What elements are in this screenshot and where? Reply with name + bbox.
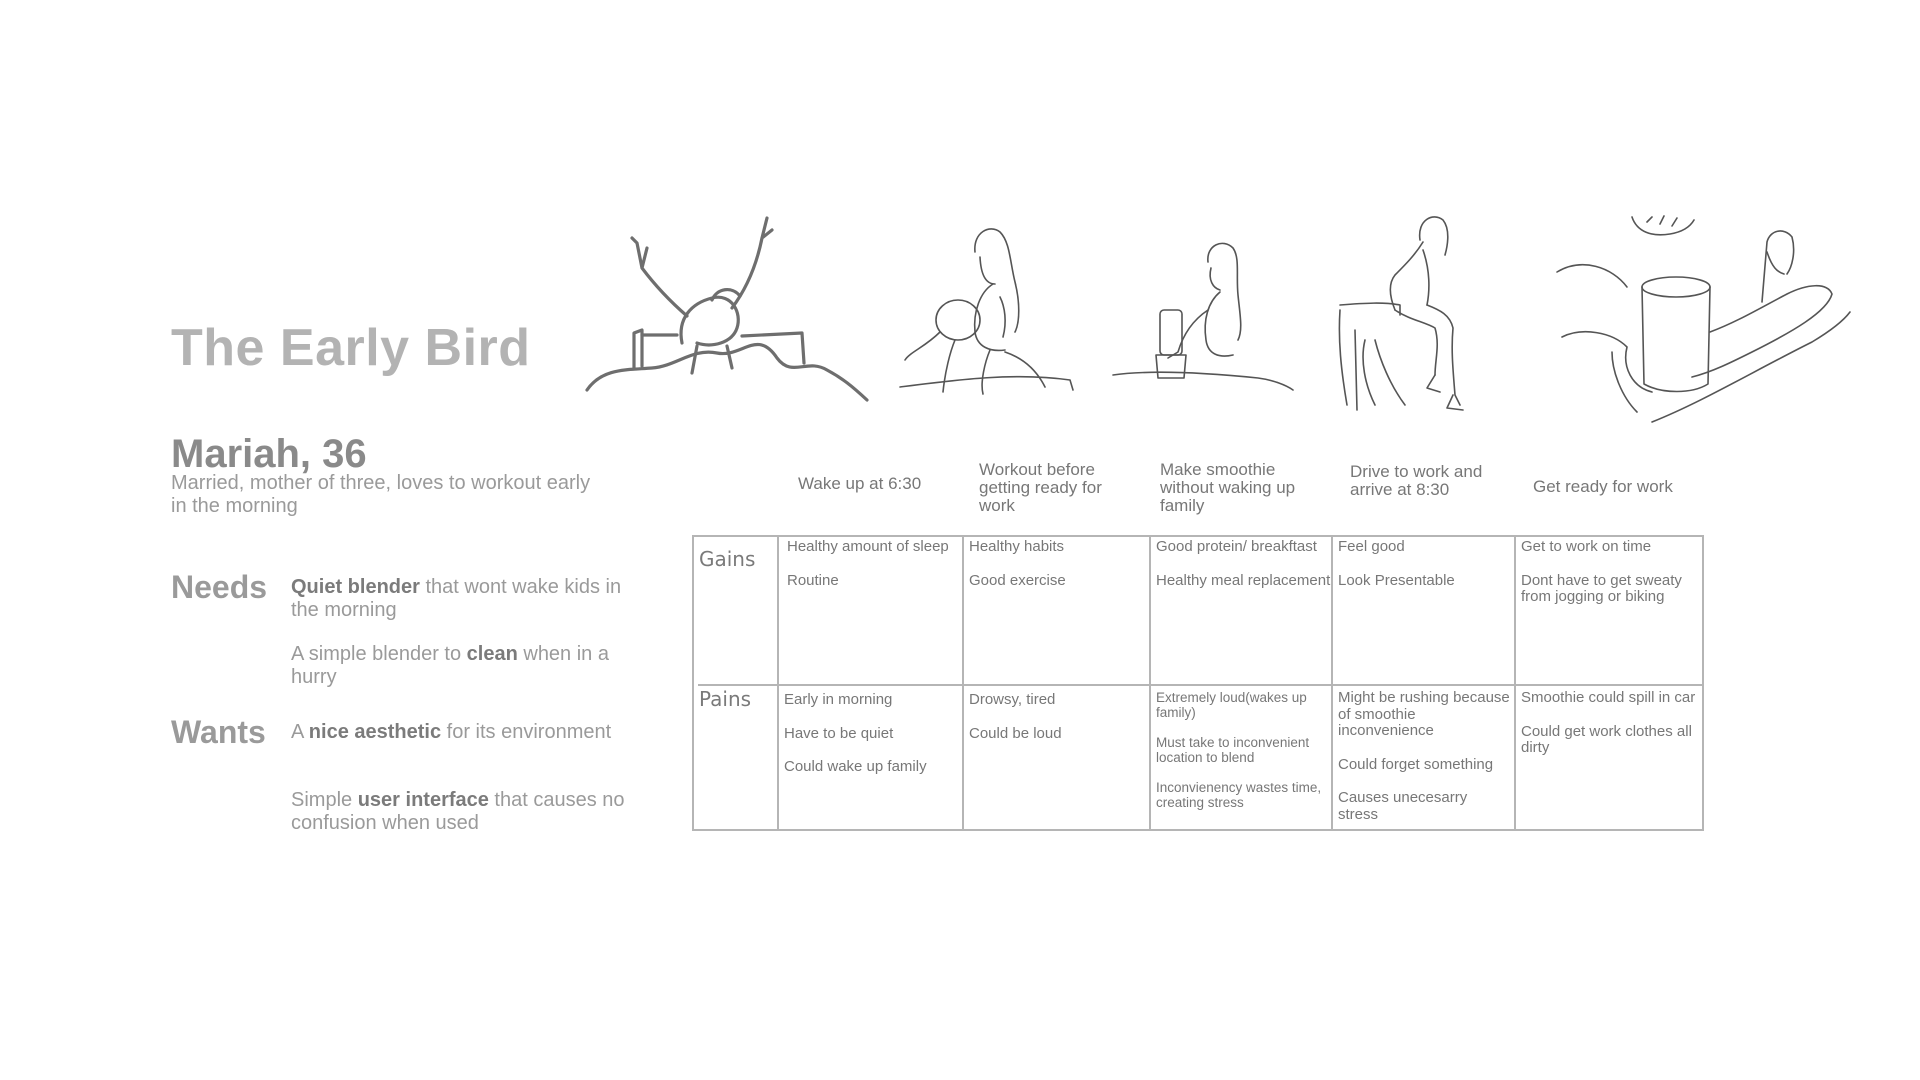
- pains-cell: Extremely loud(wakes up family) Must take to inconvenient location to blend Inconvienency wastes time, creating stress: [1156, 690, 1322, 810]
- pains-cell: Early in morning Have to be quiet Could wake up family: [784, 691, 927, 775]
- persona-name: Mariah, 36: [171, 432, 367, 476]
- journey-step-caption: Make smoothie without waking up family: [1160, 460, 1296, 515]
- journey-step-caption: Wake up at 6:30: [798, 474, 922, 493]
- gains-cell: Healthy habits Good exercise: [969, 538, 1066, 589]
- pains-row-label: Pains: [699, 687, 752, 711]
- gains-cell: Get to work on time Dont have to get sweaty from jogging or biking: [1521, 538, 1682, 605]
- gains-cell: Good protein/ breakftast Healthy meal replacement: [1156, 538, 1331, 589]
- gains-cell: Healthy amount of sleep Routine: [787, 538, 949, 589]
- woman-blender-sketch: [1108, 240, 1298, 400]
- need-item: A simple blender to clean when in a hurry: [291, 643, 609, 688]
- woman-waking-stretch-sketch: [582, 208, 872, 408]
- table-divider: [777, 537, 779, 829]
- pains-cell: Drowsy, tired Could be loud: [969, 691, 1062, 742]
- table-divider: [1149, 537, 1151, 829]
- pains-cell: Might be rushing because of smoothie inconvenience Could forget something Causes unecesarry stress: [1338, 689, 1510, 823]
- table-divider: [698, 684, 1702, 686]
- want-item: A nice aesthetic for its environment: [291, 721, 612, 743]
- journey-step-caption: Get ready for work: [1533, 477, 1673, 496]
- table-divider: [1331, 537, 1333, 829]
- table-divider: [962, 537, 964, 829]
- journey-step-caption: Workout before getting ready for work: [979, 460, 1102, 515]
- persona-title: The Early Bird: [171, 319, 531, 377]
- woman-workout-ball-sketch: [895, 222, 1085, 400]
- journey-step-caption: Drive to work and arrive at 8:30: [1350, 462, 1483, 499]
- car-cupholder-sketch: [1552, 212, 1852, 430]
- need-item: Quiet blender that wont wake kids in the morning: [291, 576, 622, 621]
- pains-cell: Smoothie could spill in car Could get work clothes all dirty: [1521, 689, 1696, 756]
- gains-cell: Feel good Look Presentable: [1338, 538, 1455, 589]
- gains-row-label: Gains: [699, 547, 756, 571]
- woman-heels-sketch: [1335, 210, 1485, 415]
- table-divider: [1514, 537, 1516, 829]
- wants-heading: Wants: [171, 714, 266, 750]
- want-item: Simple user interface that causes no confusion when used: [291, 789, 625, 834]
- journey-table: [692, 535, 1704, 831]
- needs-heading: Needs: [171, 569, 268, 605]
- persona-description: Married, mother of three, loves to workout early in the morning: [171, 472, 591, 517]
